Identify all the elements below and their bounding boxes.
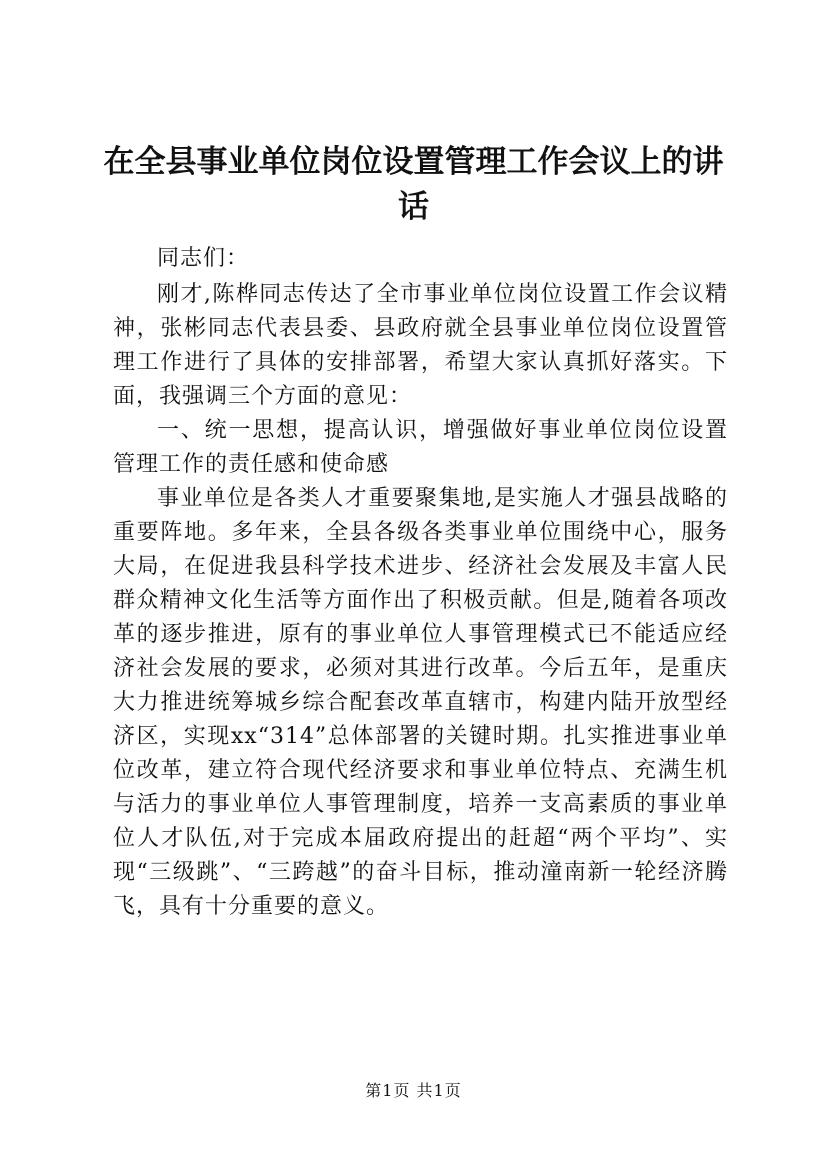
document-title: 在全县事业单位岗位设置管理工作会议上的讲话 (103, 144, 724, 225)
paragraph-body: 事业单位是各类人才重要聚集地,是实施人才强县战略的重要阵地。多年来，全县各级各类事业单位围绕中心，服务大局，在促进我县科学技术进步、经济社会发展及丰富人民群众精神文化生活等方面作出了积极贡献。但是,随着各项改革的逐步推进，原有的事业单位人事管理模式已不能适应经济社会发展的要求，必须对其进行改革。今后五年，是重庆大力推进统筹城乡综合配套改革直辖市，构建内陆开放型经济区，实现xx“314”总体部署的关键时期。扎实推进事业单位改革，建立符合现代经济要求和事业单位特点、充满生机与活力的事业单位人事管理制度，培养一支高素质的事业单位人才队伍,对于完成本届政府提出的赶超“两个平均”、实现“三级跳”、“三跨越”的奋斗目标，推动潼南新一轮经济腾飞，具有十分重要的意义。 (113, 486, 728, 919)
page-number-footer: 第1页 共1页 (365, 1081, 462, 1100)
section-heading-1: 一、统一思想，提高认识，增强做好事业单位岗位设置管理工作的责任感和使命感 (113, 418, 728, 477)
salutation: 同志们： (157, 246, 250, 271)
document-body (113, 242, 728, 924)
paragraph-intro: 刚才,陈桦同志传达了全市事业单位岗位设置工作会议精神，张彬同志代表县委、县政府就全县事业单位岗位设置管理工作进行了具体的安排部署，希望大家认真抓好落实。下面，我强调三个方面的意见： (113, 282, 728, 409)
